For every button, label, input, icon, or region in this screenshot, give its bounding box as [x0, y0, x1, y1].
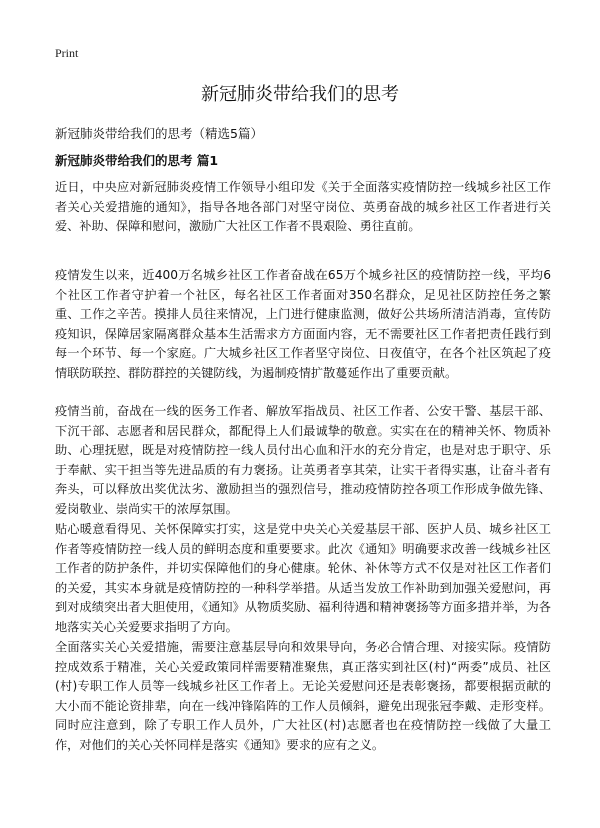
- paragraph-4: 贴心暖意看得见、关怀保障实打实，这是党中央关心关爱基层干部、医护人员、城乡社区工作者等疫情防控一线人员的鲜明态度和重要要求。此次《通知》明确要求改善一线城乡社区工作者的防护条件，并切实保障他们的身心健康。轮休、补休等方式不仅是对社区工作者们的关爱，其实本身就是疫情防控的一种科学举措。从适当发放工作补助到加强关爱慰问，再到对成绩突出者大胆使用，《通知》从物质奖励、福利待遇和精神褒扬等方面多措并举，为各地落实关心关爱要求指明了方向。: [55, 522, 551, 634]
- document-subtitle: 新冠肺炎带给我们的思考（精选5篇）: [55, 126, 263, 141]
- section-heading: 新冠肺炎带给我们的思考 篇1: [55, 153, 219, 168]
- paragraph-3: 疫情当前，奋战在一线的医务工作者、解放军指战员、社区工作者、公安干警、基层干部、下沉干部、志愿者和居民群众，都配得上人们最诚挚的敬意。实实在在的精神关怀、物质补助、心理抚慰，既是对疫情防控一线人员付出心血和汗水的充分肯定，也是对忠于职守、乐于奉献、实干担当等先进品质的有力褒扬。让英勇者享其荣，让实干者得实惠，让奋斗者有奔头，可以释放出奖优汰劣、激励担当的强烈信号，推动疫情防控各项工作形成争做先锋、爱岗敬业、崇尚实干的浓厚氛围。: [55, 404, 551, 516]
- paragraph-2: 疫情发生以来，近400万名城乡社区工作者奋战在65万个城乡社区的疫情防控一线，平均6个社区工作者守护着一个社区，每名社区工作者面对350名群众，足见社区防控任务之繁重、工作之辛苦。摸排人员往来情况，上门进行健康监测，做好公共场所清洁消毒，宣传防疫知识，保障居家隔离群众基本生活需求方方面面内容，无不需要社区工作者把责任践行到每一个环节、每一个家庭。广大城乡社区工作者坚守岗位、日夜值守，在各个社区筑起了疫情联防联控、群防群控的关键防线，为遏制疫情扩散蔓延作出了重要贡献。: [55, 268, 551, 380]
- paragraph-1: 近日，中央应对新冠肺炎疫情工作领导小组印发《关于全面落实疫情防控一线城乡社区工作者关心关爱措施的通知》，指导各地各部门对坚守岗位、英勇奋战的城乡社区工作者进行关爱、补助、保障和慰问，激励广大社区工作者不畏艰险、勇往直前。: [55, 180, 551, 233]
- print-link[interactable]: Print: [55, 46, 79, 60]
- document-title: 新冠肺炎带给我们的思考: [201, 84, 399, 105]
- paragraph-5: 全面落实关心关爱措施，需要注意基层导向和效果导向，务必合情合理、对接实际。疫情防控成效系于精准，关心关爱政策同样需要精准聚焦，真正落实到社区(村)“两委”成员、社区(村)专职工作人员等一线城乡社区工作者上。无论关爱慰问还是表彰褒扬，都要根据贡献的大小而不能论资排辈，向在一线冲锋陷阵的工作人员倾斜，避免出现张冠李戴、走形变样。同时应注意到，除了专职工作人员外，广大社区(村)志愿者也在疫情防控一线做了大量工作，对他们的关心关怀同样是落实《通知》要求的应有之义。: [55, 640, 551, 752]
